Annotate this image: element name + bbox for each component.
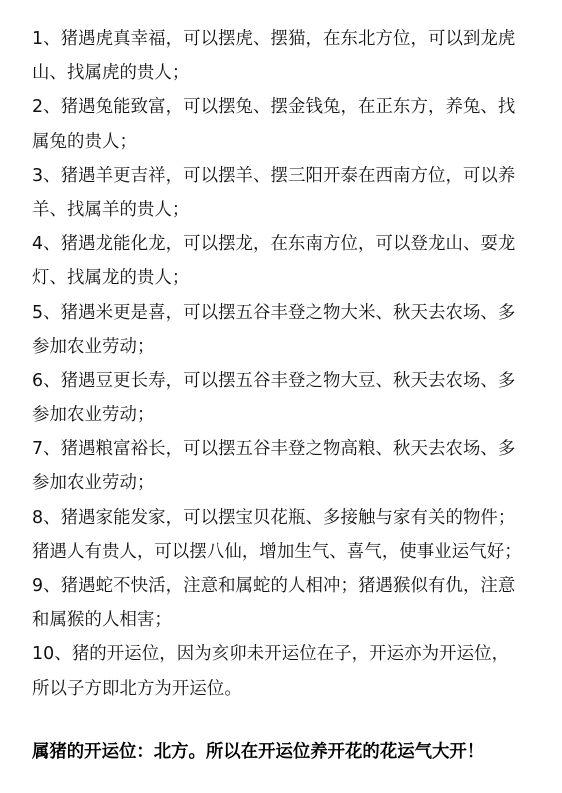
text-line: 2、猪遇兔能致富，可以摆兔、摆金钱兔，在正东方，养兔、找	[32, 97, 516, 118]
text-line: 8、猪遇家能发家，可以摆宝贝花瓶、多接触与家有关的物件；	[32, 507, 516, 528]
text-line: 参加农业劳动；	[32, 405, 155, 426]
text-line: 羊、找属羊的贵人；	[32, 199, 190, 220]
text-line: 山、找属虎的贵人；	[32, 63, 190, 84]
text-line: 猪遇人有贵人，可以摆八仙，增加生气、喜气，使事业运气好；	[32, 541, 522, 562]
text-line: 4、猪遇龙能化龙，可以摆龙，在东南方位，可以登龙山、耍龙	[32, 234, 516, 255]
text-line: 7、猪遇粮富裕长，可以摆五谷丰登之物高粮、秋天去农场、多	[32, 439, 516, 460]
text-line: 6、猪遇豆更长寿，可以摆五谷丰登之物大豆、秋天去农场、多	[32, 370, 516, 391]
text-line: 参加农业劳动；	[32, 473, 155, 494]
text-line: 和属猴的人相害；	[32, 610, 172, 631]
text-line: 参加农业劳动；	[32, 336, 155, 357]
text-line: 属兔的贵人；	[32, 131, 137, 152]
text-line: 所以子方即北方为开运位。	[32, 678, 242, 699]
text-line: 9、猪遇蛇不快活，注意和属蛇的人相冲；猪遇猴似有仇，注意	[32, 576, 516, 596]
summary-heading: 属猪的开运位：北方。所以在开运位养开花的花运气大开！	[32, 742, 485, 762]
text-line: 灯、找属龙的贵人；	[32, 268, 190, 289]
document-body	[32, 22, 532, 706]
text-line: 5、猪遇米更是喜，可以摆五谷丰登之物大米、秋天去农场、多	[32, 302, 516, 323]
text-line: 3、猪遇羊更吉祥，可以摆羊、摆三阳开泰在西南方位，可以养	[32, 165, 516, 186]
text-line: 1、猪遇虎真幸福，可以摆虎、摆猫，在东北方位，可以到龙虎	[32, 29, 516, 49]
text-line: 10、猪的开运位，因为亥卯未开运位在子，开运亦为开运位，	[32, 644, 510, 665]
